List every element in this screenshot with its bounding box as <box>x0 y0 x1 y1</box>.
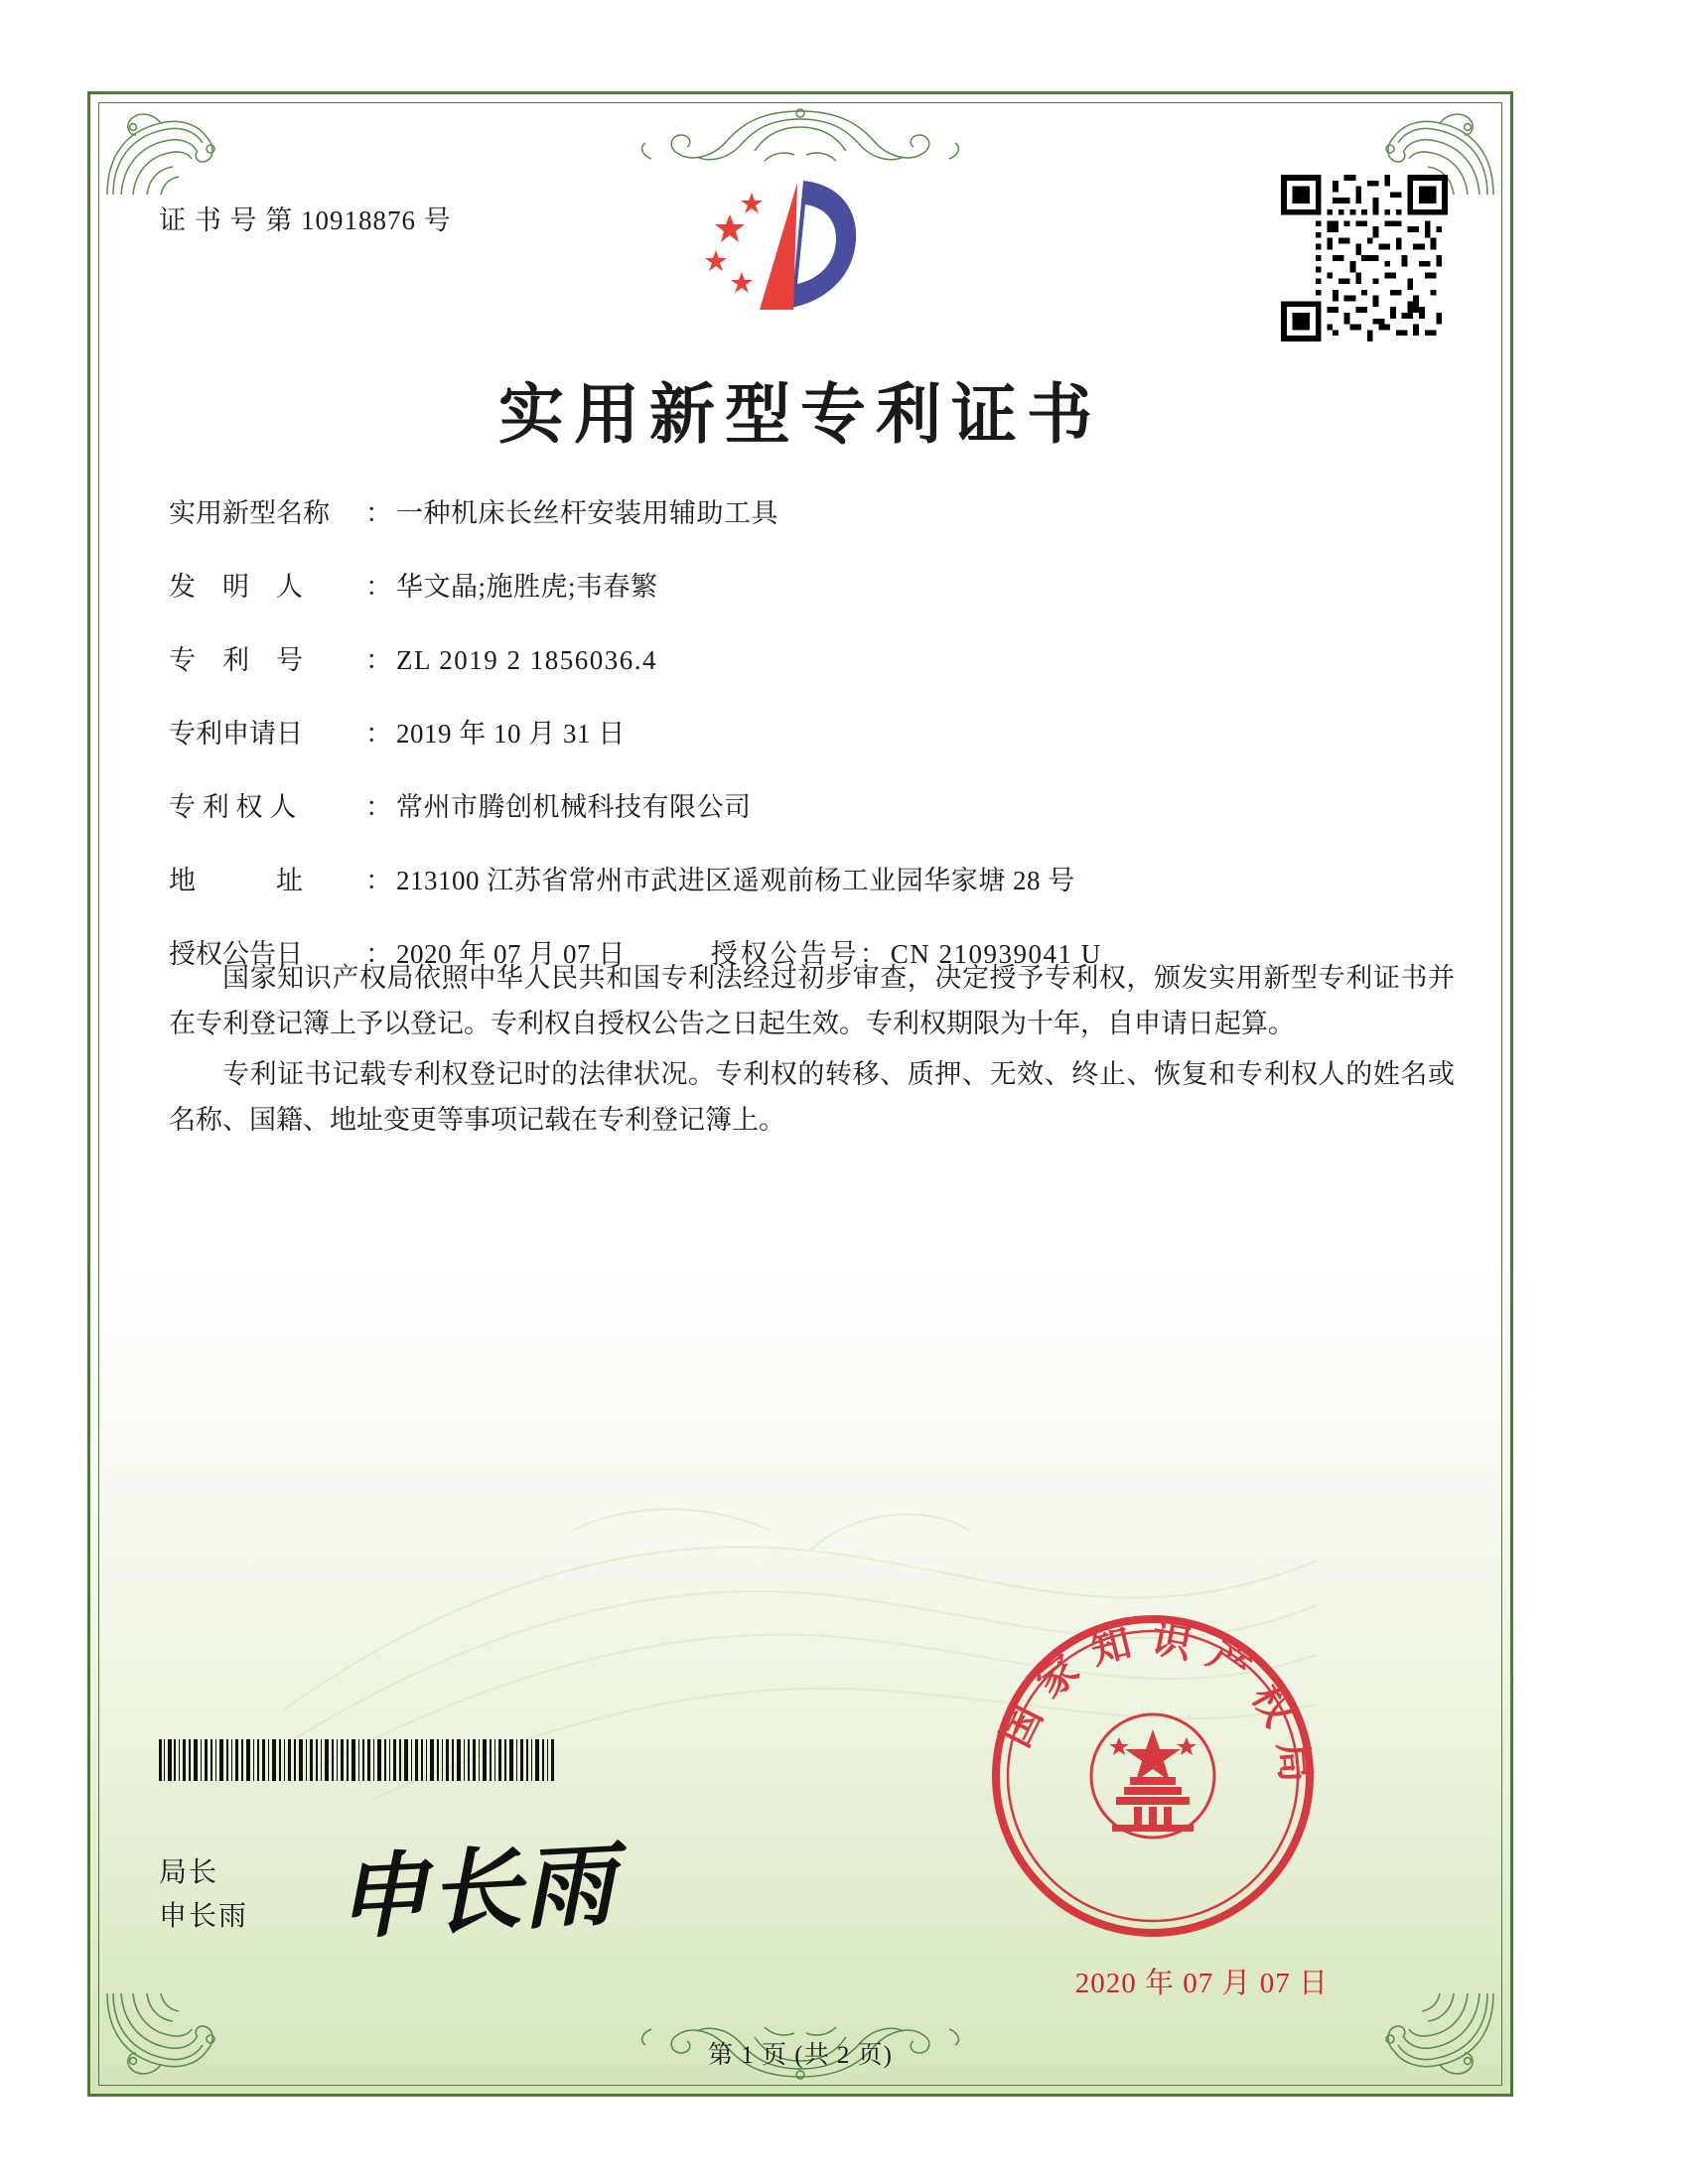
field-row-application-date <box>169 721 1450 748</box>
field-colon: ： <box>365 498 392 528</box>
top-ornament-icon <box>552 103 1049 173</box>
svg-text:国家知识产权局: 国家知识产权局 <box>992 1614 1317 1801</box>
field-label: 专 利 权 人 <box>169 792 297 822</box>
barcode <box>159 1739 556 1781</box>
field-label: 地 址 <box>169 866 303 895</box>
field-colon: ： <box>365 792 392 822</box>
field-row-utility-model-name <box>169 500 1450 527</box>
field-value: 2020 年 07 月 07 日 <box>396 939 626 969</box>
field-label-secondary: 授权公告号 <box>710 939 860 969</box>
field-value: 常州市腾创机械科技有限公司 <box>396 792 752 822</box>
field-row-address <box>169 868 1450 894</box>
field-value-secondary: CN 210939041 U <box>890 939 1102 969</box>
field-label: 授权公告日 <box>169 939 303 969</box>
official-seal-icon <box>989 1612 1317 1940</box>
field-colon: ： <box>365 939 392 969</box>
body-paragraphs <box>169 955 1455 1148</box>
field-value: ZL 2019 2 1856036.4 <box>396 645 657 675</box>
page-footer: 第 1 页 (共 2 页) <box>708 2042 893 2069</box>
field-value: 213100 江苏省常州市武进区遥观前杨工业园华家塘 28 号 <box>396 866 1075 895</box>
certificate-number: 证 书 号 第 10918876 号 <box>159 205 452 235</box>
paragraph-registry-statement: 专利证书记载专利权登记时的法律状况。专利权的转移、质押、无效、终止、恢复和专利权人的姓名或名称、国籍、地址变更等事项记载在专利登记簿上。 <box>169 1058 1455 1136</box>
page-title: 实用新型专利证书 <box>498 375 1102 453</box>
certificate-card <box>87 91 1513 2097</box>
field-colon: ： <box>365 719 392 749</box>
field-colon-secondary: ： <box>859 939 887 969</box>
field-colon: ： <box>365 645 392 675</box>
qr-code-icon <box>1281 175 1448 341</box>
field-label: 专 利 号 <box>169 645 303 675</box>
fields-block <box>169 500 1450 1015</box>
signature-role-label: 局长 <box>159 1857 219 1889</box>
field-label: 专利申请日 <box>169 719 303 749</box>
cnipa-logo-icon <box>686 171 914 340</box>
signature-name: 申长雨 <box>159 1900 249 1932</box>
handwritten-signature: 申长雨 <box>333 1830 620 1953</box>
field-value: 2019 年 10 月 31 日 <box>396 719 626 749</box>
seal-date: 2020 年 07 月 07 日 <box>1074 1968 1329 1999</box>
field-colon: ： <box>365 572 392 602</box>
field-colon: ： <box>365 866 392 895</box>
field-label: 发 明 人 <box>169 572 303 602</box>
corner-ornament-icon <box>103 107 252 199</box>
field-row-patentee <box>169 794 1450 821</box>
field-label: 实用新型名称 <box>169 498 330 528</box>
field-row-inventors <box>169 574 1450 601</box>
paragraph-grant-statement: 国家知识产权局依照中华人民共和国专利法经过初步审查，决定授予专利权，颁发实用新型专利证书并在专利登记簿上予以登记。专利权自授权公告之日起生效。专利权期限为十年，自申请日起算。 <box>169 963 1455 1039</box>
field-value: 一种机床长丝杆安装用辅助工具 <box>396 498 778 528</box>
signature-block <box>159 1851 248 1938</box>
field-value: 华文晶;施胜虎;韦春繁 <box>396 572 658 602</box>
field-row-patent-number <box>169 647 1450 674</box>
